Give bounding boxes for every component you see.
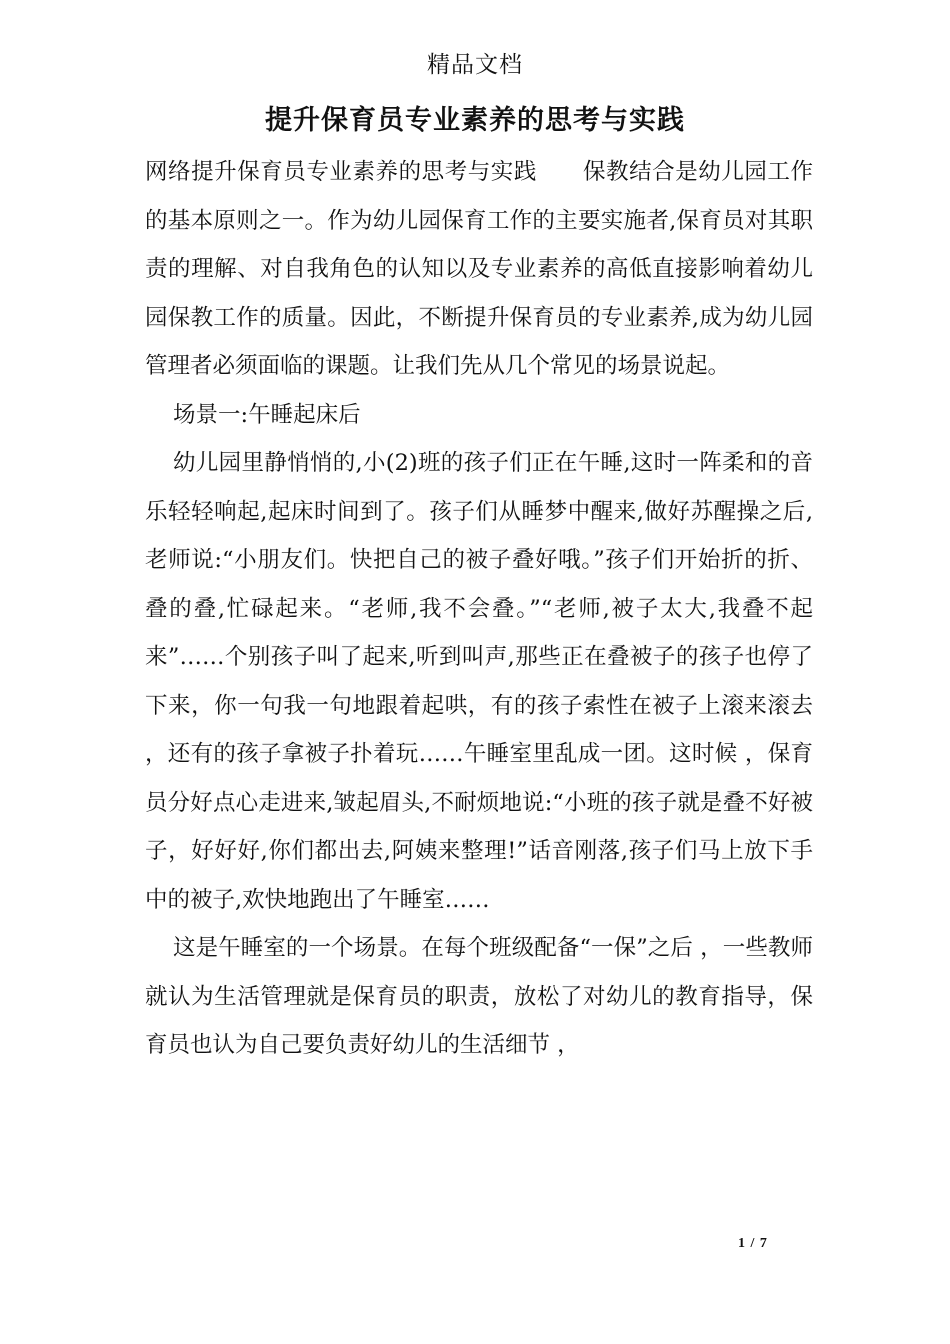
- document-title: 提升保育员专业素养的思考与实践: [265, 105, 685, 136]
- paragraph-intro: 网络提升保育员专业素养的思考与实践 保教结合是幼儿园工作的基本原则之一。作为幼儿园保育工作的主要实施者,保育员对其职责的理解、对自我角色的认知以及专业素养的高低直接影响着幼儿园保教工作的质量。因此，不断提升保育员的专业素养,成为幼儿园管理者必须面临的课题。让我们先从几个常见的场景说起。: [145, 159, 813, 379]
- paragraph-analysis: 这是午睡室的一个场景。在每个班级配备“一保”之后 ，一些教师就认为生活管理就是保育员的职责，放松了对幼儿的教育指导，保育员也认为自己要负责好幼儿的生活细节 ，: [145, 935, 813, 1058]
- document-body: [145, 148, 813, 1070]
- page-header: 精品文档: [427, 52, 523, 78]
- paragraph-scene-description: 幼儿园里静悄悄的,小(2)班的孩子们正在午睡,这时一阵柔和的音乐轻轻响起,起床时间到了。孩子们从睡梦中醒来,做好苏醒操之后,老师说:“小朋友们。快把自己的被子叠好哦。”孩子们开始折的折、叠的叠,忙碌起来。“老师,我不会叠。”“老师,被子太大,我叠不起来”……个别孩子叫了起来,听到叫声,那些正在叠被子的孩子也停了下来，你一句我一句地跟着起哄，有的孩子索性在被子上滚来滚去 ，还有的孩子拿被子扑着玩……午睡室里乱成一团。这时候 ，保育员分好点心走进来,皱起眉头,不耐烦地说:“小班的孩子就是叠不好被子，好好好,你们都出去,阿姨来整理!”话音刚落,孩子们马上放下手中的被子,欢快地跑出了午睡室……: [145, 450, 813, 913]
- page-number: 1 / 7: [738, 1236, 768, 1251]
- paragraph-scene-heading: 场景一:午睡起床后: [173, 401, 361, 428]
